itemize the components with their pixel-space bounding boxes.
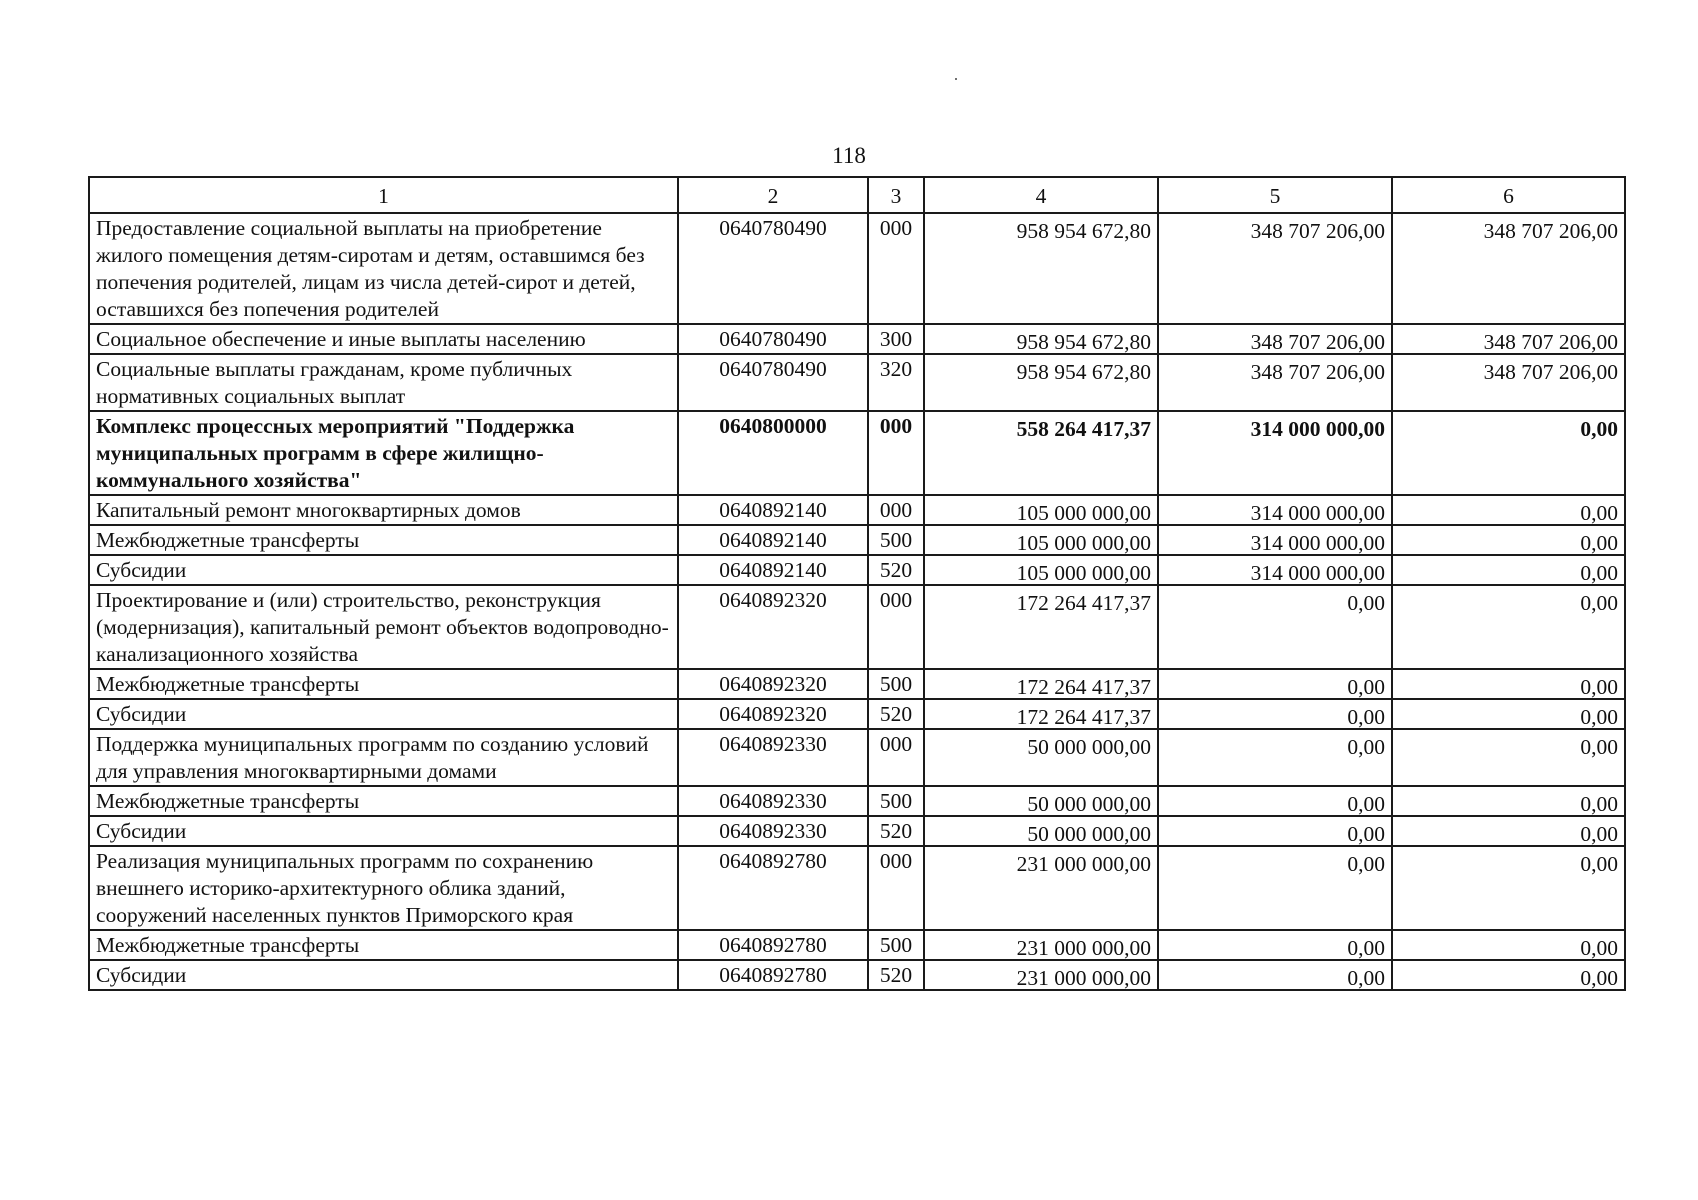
row-name-cell <box>89 555 678 585</box>
row-name-cell <box>89 846 678 930</box>
row-type: 520 <box>879 819 913 843</box>
row-value-col5-cell <box>1158 786 1392 816</box>
row-code: 0640780490 <box>719 216 827 240</box>
row-name: Проектирование и (или) строительство, реконструкция (модернизация), капитальный ремонт объектов водопроводно-канализационного хозяйства <box>96 588 669 666</box>
row-name: Межбюджетные трансферты <box>96 672 360 696</box>
row-value-col6-cell <box>1392 555 1625 585</box>
table-row <box>89 930 1625 960</box>
row-code: 0640892140 <box>719 498 827 522</box>
row-code: 0640892140 <box>719 528 827 552</box>
row-type: 520 <box>879 558 913 582</box>
table-row <box>89 699 1625 729</box>
row-code-cell <box>678 495 868 525</box>
row-value-col6: 348 707 206,00 <box>1483 330 1618 354</box>
row-value-col5-cell <box>1158 729 1392 786</box>
row-value-col4: 231 000 000,00 <box>1016 966 1151 990</box>
row-value-col4-cell <box>924 213 1158 324</box>
row-value-col6: 0,00 <box>1580 735 1618 759</box>
row-name: Поддержка муниципальных программ по созданию условий для управления многоквартирными домами <box>96 732 649 783</box>
row-type: 520 <box>879 963 913 987</box>
row-name: Предоставление социальной выплаты на приобретение жилого помещения детям-сиротам и детям, оставшимся без попечения родителей, лицам из числа детей-сирот и детей, оставшихся без попечения родителей <box>96 216 645 321</box>
row-code-cell <box>678 411 868 495</box>
row-value-col4: 50 000 000,00 <box>1027 822 1151 846</box>
row-value-col5: 0,00 <box>1347 966 1385 990</box>
header-row <box>89 177 1625 213</box>
row-value-col6: 0,00 <box>1580 852 1618 876</box>
row-type-cell <box>868 525 924 555</box>
table-row <box>89 846 1625 930</box>
row-value-col6-cell <box>1392 786 1625 816</box>
row-value-col5: 0,00 <box>1347 792 1385 816</box>
row-code-cell <box>678 525 868 555</box>
table-row <box>89 213 1625 324</box>
row-code: 0640892330 <box>719 819 827 843</box>
row-value-col6-cell <box>1392 585 1625 669</box>
row-name: Комплекс процессных мероприятий "Поддержка муниципальных программ в сфере жилищно-коммунального хозяйства" <box>96 414 575 492</box>
row-value-col5: 0,00 <box>1347 705 1385 729</box>
row-value-col6: 0,00 <box>1580 417 1618 441</box>
row-value-col6-cell <box>1392 525 1625 555</box>
row-value-col6-cell <box>1392 699 1625 729</box>
row-value-col4-cell <box>924 324 1158 354</box>
row-value-col4: 172 264 417,37 <box>1016 705 1151 729</box>
row-type-cell <box>868 669 924 699</box>
row-value-col4: 958 954 672,80 <box>1016 330 1151 354</box>
row-value-col4-cell <box>924 729 1158 786</box>
row-type-cell <box>868 555 924 585</box>
row-value-col5: 0,00 <box>1347 936 1385 960</box>
table-row <box>89 555 1625 585</box>
row-value-col6-cell <box>1392 846 1625 930</box>
row-code: 0640892320 <box>719 672 827 696</box>
row-code: 0640892320 <box>719 702 827 726</box>
row-code: 0640892330 <box>719 732 827 756</box>
scan-speck <box>955 78 957 80</box>
row-type-cell <box>868 411 924 495</box>
table-row <box>89 729 1625 786</box>
page-number: 118 <box>832 143 866 168</box>
table-row <box>89 585 1625 669</box>
row-type: 500 <box>879 528 913 552</box>
row-value-col5: 0,00 <box>1347 822 1385 846</box>
row-value-col5-cell <box>1158 525 1392 555</box>
row-value-col6-cell <box>1392 495 1625 525</box>
row-type-cell <box>868 213 924 324</box>
row-value-col4: 231 000 000,00 <box>1016 852 1151 876</box>
row-value-col5: 314 000 000,00 <box>1250 417 1385 441</box>
row-value-col5-cell <box>1158 669 1392 699</box>
row-value-col5-cell <box>1158 354 1392 411</box>
row-value-col4: 105 000 000,00 <box>1016 501 1151 525</box>
table-row <box>89 354 1625 411</box>
row-code: 0640892780 <box>719 849 827 873</box>
row-type: 000 <box>879 849 913 873</box>
row-value-col6-cell <box>1392 930 1625 960</box>
row-name-cell <box>89 525 678 555</box>
row-value-col5: 314 000 000,00 <box>1250 561 1385 585</box>
row-value-col5-cell <box>1158 960 1392 990</box>
row-type-cell <box>868 846 924 930</box>
row-name: Социальное обеспечение и иные выплаты населению <box>96 327 586 351</box>
row-value-col5: 0,00 <box>1347 675 1385 699</box>
row-code-cell <box>678 213 868 324</box>
row-name-cell <box>89 669 678 699</box>
row-value-col4-cell <box>924 930 1158 960</box>
row-type-cell <box>868 354 924 411</box>
row-value-col4-cell <box>924 846 1158 930</box>
row-type-cell <box>868 729 924 786</box>
row-value-col6: 0,00 <box>1580 936 1618 960</box>
row-name-cell <box>89 213 678 324</box>
row-value-col6: 348 707 206,00 <box>1483 219 1618 243</box>
row-value-col6-cell <box>1392 411 1625 495</box>
row-value-col4-cell <box>924 699 1158 729</box>
row-value-col4-cell <box>924 495 1158 525</box>
row-value-col4: 958 954 672,80 <box>1016 219 1151 243</box>
row-type: 000 <box>879 732 913 756</box>
row-value-col5: 314 000 000,00 <box>1250 501 1385 525</box>
row-type: 500 <box>879 672 913 696</box>
table-row <box>89 324 1625 354</box>
row-value-col5: 0,00 <box>1347 852 1385 876</box>
row-value-col5-cell <box>1158 495 1392 525</box>
row-value-col6-cell <box>1392 354 1625 411</box>
row-value-col5: 314 000 000,00 <box>1250 531 1385 555</box>
row-name-cell <box>89 699 678 729</box>
row-name-cell <box>89 354 678 411</box>
row-name-cell <box>89 495 678 525</box>
table-row <box>89 786 1625 816</box>
table-row <box>89 669 1625 699</box>
row-value-col4-cell <box>924 411 1158 495</box>
row-value-col5-cell <box>1158 411 1392 495</box>
row-name: Капитальный ремонт многоквартирных домов <box>96 498 521 522</box>
row-type-cell <box>868 495 924 525</box>
row-type-cell <box>868 816 924 846</box>
row-value-col4-cell <box>924 525 1158 555</box>
row-name-cell <box>89 816 678 846</box>
column-header: 4 <box>924 177 1158 213</box>
column-header: 2 <box>678 177 868 213</box>
row-value-col5: 0,00 <box>1347 735 1385 759</box>
row-type: 000 <box>879 414 913 438</box>
table-body <box>89 213 1625 990</box>
row-value-col6-cell <box>1392 213 1625 324</box>
row-value-col6: 0,00 <box>1580 675 1618 699</box>
row-value-col6: 0,00 <box>1580 966 1618 990</box>
row-name: Субсидии <box>96 819 187 843</box>
row-value-col4-cell <box>924 354 1158 411</box>
row-value-col5-cell <box>1158 930 1392 960</box>
row-value-col6: 0,00 <box>1580 501 1618 525</box>
row-value-col4: 172 264 417,37 <box>1016 675 1151 699</box>
row-type: 520 <box>879 702 913 726</box>
row-type: 500 <box>879 789 913 813</box>
row-value-col5-cell <box>1158 324 1392 354</box>
row-code-cell <box>678 930 868 960</box>
row-value-col6: 0,00 <box>1580 561 1618 585</box>
row-value-col5-cell <box>1158 585 1392 669</box>
column-header: 3 <box>868 177 924 213</box>
table-row <box>89 816 1625 846</box>
row-code-cell <box>678 324 868 354</box>
row-name: Социальные выплаты гражданам, кроме публичных нормативных социальных выплат <box>96 357 573 408</box>
row-name: Межбюджетные трансферты <box>96 528 360 552</box>
row-value-col6-cell <box>1392 324 1625 354</box>
row-value-col6-cell <box>1392 729 1625 786</box>
row-value-col4: 231 000 000,00 <box>1016 936 1151 960</box>
row-value-col6-cell <box>1392 669 1625 699</box>
row-value-col6-cell <box>1392 816 1625 846</box>
row-name-cell <box>89 585 678 669</box>
row-type-cell <box>868 786 924 816</box>
row-type: 500 <box>879 933 913 957</box>
row-name: Субсидии <box>96 558 187 582</box>
row-name: Субсидии <box>96 963 187 987</box>
row-type-cell <box>868 960 924 990</box>
row-type-cell <box>868 585 924 669</box>
row-value-col5-cell <box>1158 816 1392 846</box>
row-value-col6: 0,00 <box>1580 705 1618 729</box>
column-header: 5 <box>1158 177 1392 213</box>
row-code-cell <box>678 786 868 816</box>
row-value-col4: 50 000 000,00 <box>1027 735 1151 759</box>
row-value-col4: 958 954 672,80 <box>1016 360 1151 384</box>
row-value-col4-cell <box>924 960 1158 990</box>
row-name: Межбюджетные трансферты <box>96 789 360 813</box>
row-value-col5-cell <box>1158 846 1392 930</box>
row-code: 0640892780 <box>719 963 827 987</box>
row-code-cell <box>678 669 868 699</box>
row-type-cell <box>868 699 924 729</box>
row-value-col4-cell <box>924 585 1158 669</box>
table-row <box>89 525 1625 555</box>
row-value-col6: 0,00 <box>1580 591 1618 615</box>
row-code-cell <box>678 585 868 669</box>
row-name-cell <box>89 786 678 816</box>
row-value-col6: 348 707 206,00 <box>1483 360 1618 384</box>
row-value-col6: 0,00 <box>1580 822 1618 846</box>
row-code: 0640780490 <box>719 357 827 381</box>
row-name: Субсидии <box>96 702 187 726</box>
table-row <box>89 960 1625 990</box>
row-type: 320 <box>879 357 913 381</box>
budget-table <box>88 176 1626 991</box>
row-type: 300 <box>879 327 913 351</box>
row-code: 0640892140 <box>719 558 827 582</box>
row-name-cell <box>89 324 678 354</box>
row-code-cell <box>678 555 868 585</box>
row-name-cell <box>89 729 678 786</box>
row-value-col5-cell <box>1158 213 1392 324</box>
row-name: Реализация муниципальных программ по сохранению внешнего историко-архитектурного облика зданий, сооружений населенных пунктов Приморского края <box>96 849 594 927</box>
row-value-col6: 0,00 <box>1580 792 1618 816</box>
row-code-cell <box>678 960 868 990</box>
row-value-col4: 558 264 417,37 <box>1016 417 1151 441</box>
row-code: 0640892320 <box>719 588 827 612</box>
row-value-col5-cell <box>1158 555 1392 585</box>
row-type: 000 <box>879 216 913 240</box>
row-value-col6-cell <box>1392 960 1625 990</box>
row-code: 0640892780 <box>719 933 827 957</box>
row-name: Межбюджетные трансферты <box>96 933 360 957</box>
row-code-cell <box>678 354 868 411</box>
row-value-col6: 0,00 <box>1580 531 1618 555</box>
row-value-col5: 348 707 206,00 <box>1250 219 1385 243</box>
row-type-cell <box>868 324 924 354</box>
row-value-col4-cell <box>924 555 1158 585</box>
row-name-cell <box>89 930 678 960</box>
row-value-col5: 348 707 206,00 <box>1250 330 1385 354</box>
row-name-cell <box>89 960 678 990</box>
row-value-col5: 348 707 206,00 <box>1250 360 1385 384</box>
row-code-cell <box>678 816 868 846</box>
row-type-cell <box>868 930 924 960</box>
row-type: 000 <box>879 498 913 522</box>
column-header: 1 <box>89 177 678 213</box>
row-value-col4-cell <box>924 786 1158 816</box>
row-code: 0640892330 <box>719 789 827 813</box>
row-value-col4: 105 000 000,00 <box>1016 561 1151 585</box>
row-value-col5-cell <box>1158 699 1392 729</box>
row-value-col4: 172 264 417,37 <box>1016 591 1151 615</box>
row-value-col4: 50 000 000,00 <box>1027 792 1151 816</box>
table-row <box>89 411 1625 495</box>
row-code-cell <box>678 699 868 729</box>
row-value-col4: 105 000 000,00 <box>1016 531 1151 555</box>
row-code: 0640800000 <box>719 414 827 438</box>
row-code-cell <box>678 846 868 930</box>
row-value-col4-cell <box>924 669 1158 699</box>
row-code-cell <box>678 729 868 786</box>
row-type: 000 <box>879 588 913 612</box>
table-row <box>89 495 1625 525</box>
row-code: 0640780490 <box>719 327 827 351</box>
row-value-col4-cell <box>924 816 1158 846</box>
row-name-cell <box>89 411 678 495</box>
row-value-col5: 0,00 <box>1347 591 1385 615</box>
column-header: 6 <box>1392 177 1625 213</box>
